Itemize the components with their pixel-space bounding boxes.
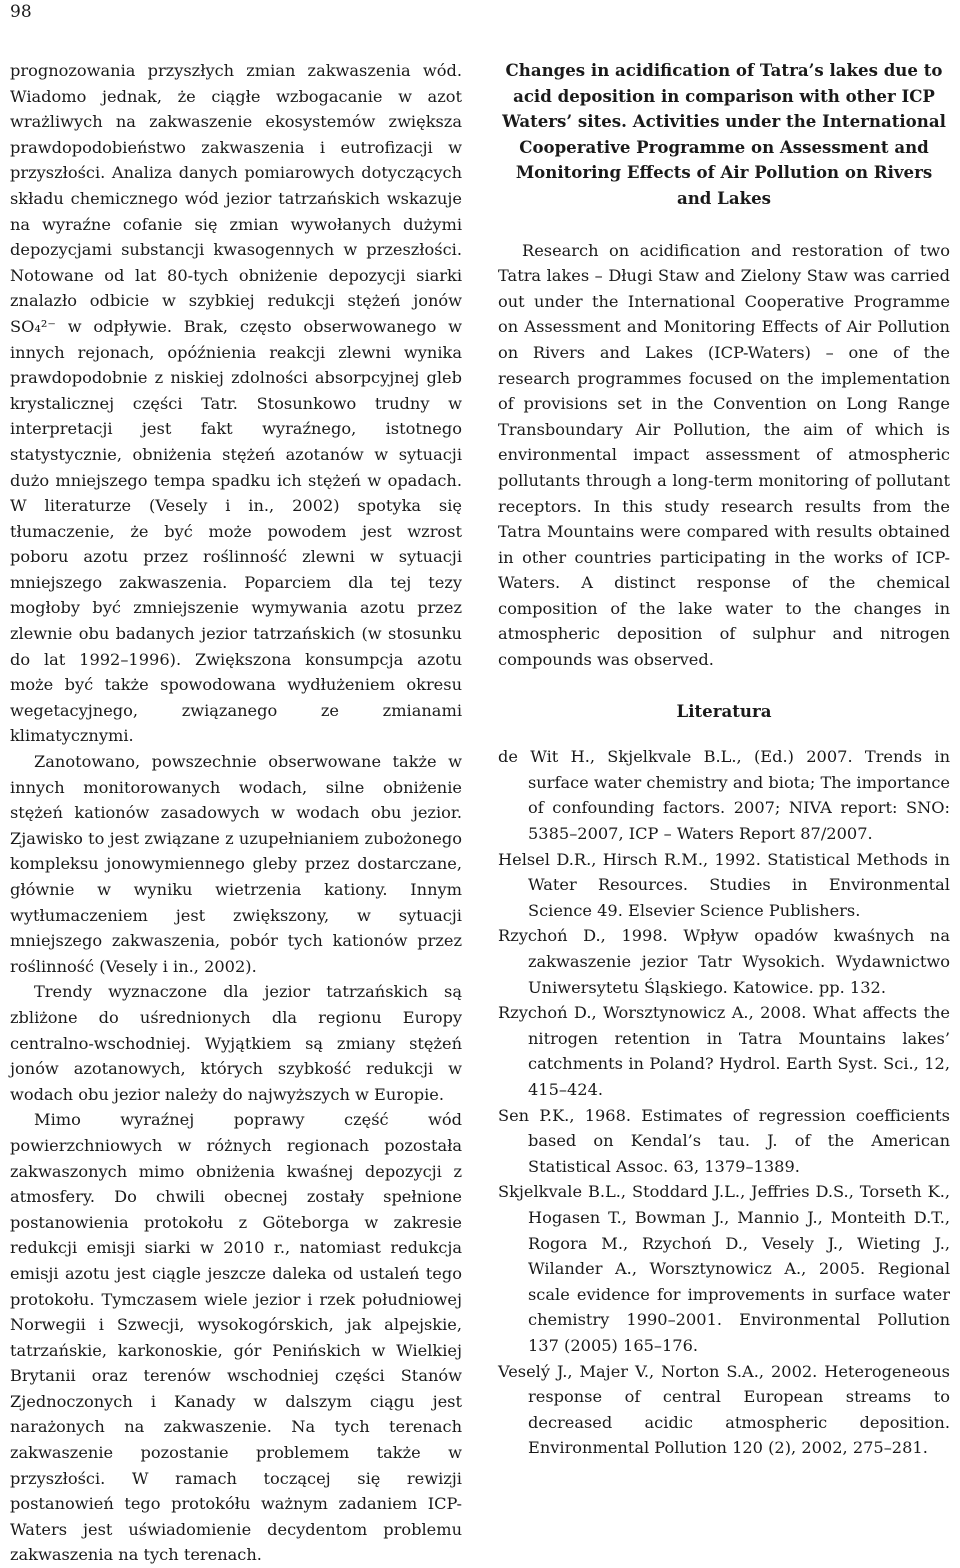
reference-item: Rzychoń D., 1998. Wpływ opadów kwaśnych na zakwaszenie jezior Tatr Wysokich. Wydawnictwo Uniwersytetu Śląskiego. Katowice. pp. 132. <box>498 926 950 997</box>
reference-item: Helsel D.R., Hirsch R.M., 1992. Statistical Methods in Water Resources. Studies in Environmental Science 49. Elsevier Science Publishers. <box>498 849 950 920</box>
english-summary-title: Changes in acidification of Tatra’s lakes due to acid deposition in comparison with other ICP Waters’ sites. Activities under the International Cooperative Programme on Assessment and Monitoring Effects of Air Pollution on Rivers and Lakes <box>502 60 946 208</box>
body-paragraph: Mimo wyraźnej poprawy część wód powierzchniowych w różnych regionach pozostała zakwaszonych mimo obniżenia kwaśnej depozycji z atmosfery. Do chwili obecnej zostały spełnione postanowienia protokołu z Göteborga w zakresie redukcji emisji siarki w 2010 r., natomiast redukcja emisji azotu jest ciągle jeszcze daleka od ustaleń tego protokołu. Tymczasem wiele jezior i rzek południowej Norwegii i Szwecji, wysokogórskich, jak alpejskie, tatrzańskie, karkonoskie, gór Penińskich w Wielkiej Brytanii oraz terenów wschodniej części Stanów Zjednoczonych i Kanady w dalszym ciągu jest narażonych na zakwaszenie. Na tych terenach zakwaszenie pozostanie problemem także w przyszłości. W ramach toczącej się rewizji postanowień tego protokółu ważnym zadaniem ICP-Waters jest uświadomienie decydentom problemu zakwaszenia na tych terenach. <box>10 1110 462 1565</box>
page-number: 98 <box>10 2 32 22</box>
reference-list <box>498 744 950 1461</box>
literature-heading: Literatura <box>676 700 772 721</box>
body-paragraph: Zanotowano, powszechnie obserwowane także w innych monitorowanych wodach, silne obniżenie stężeń kationów zasadowych w wodach obu jezior. Zjawisko to jest związane z uzupełnianiem zubożonego kompleksu jonowymiennego gleby przez dostarczane, głównie w wyniku wietrzenia kationy. Innym wytłumaczeniem jest zwiększony, w sytuacji mniejszego zakwaszenia, pobór tych kationów przez roślinność (Vesely i in., 2002). <box>10 752 462 976</box>
left-column <box>10 58 462 1568</box>
reference-item: Veselý J., Majer V., Norton S.A., 2002. Heterogeneous response of central European streams to decreased acidic atmospheric deposition. Environmental Pollution 120 (2), 2002, 275–281. <box>498 1361 950 1458</box>
reference-item: Sen P.K., 1968. Estimates of regression coefficients based on Kendal’s tau. J. of the American Statistical Assoc. 63, 1379–1389. <box>498 1105 950 1176</box>
reference-item: Skjelkvale B.L., Stoddard J.L., Jeffries D.S., Torseth K., Hogasen T., Bowman J., Mannio J., Monteith D.T., Rogora M., Rzychoń D., Vesely J., Wieting J., Wilander A., Worsztynowicz A., 2005. Regional scale evidence for improvements in surface water chemistry 1990–2001. Environmental Pollution 137 (2005) 165–176. <box>498 1182 950 1355</box>
body-paragraph: Trendy wyznaczone dla jezior tatrzańskich są zbliżone do uśrednionych dla regionu Europy centralno-wschodniej. Wyjątkiem są zmiany stężeń jonów azotanowych, których szybkość redukcji w wodach obu jezior należy do najwyższych w Europie. <box>10 982 462 1104</box>
reference-item: de Wit H., Skjelkvale B.L., (Ed.) 2007. Trends in surface water chemistry and biota; The importance of confounding factors. 2007; NIVA report: SNO: 5385–2007, ICP – Waters Report 87/2007. <box>498 747 950 844</box>
reference-item: Rzychoń D., Worsztynowicz A., 2008. What affects the nitrogen retention in Tatra Mountains lakes’ catchments in Poland? Hydrol. Earth Syst. Sci., 12, 415–424. <box>498 1003 950 1099</box>
right-column <box>498 58 950 1461</box>
body-paragraph: prognozowania przyszłych zmian zakwaszenia wód. Wiadomo jednak, że ciągłe wzbogacanie w azot wrażliwych na zakwaszenie ekosystemów zwiększa prawdopodobieństwo zakwaszenia i eutrofizacji w przyszłości. Analiza danych pomiarowych dotyczących składu chemicznego wód jezior tatrzańskich wskazuje na wyraźne cofanie się zmian wywołanych dużymi depozycjami substancji kwasogennych w przeszłości. Notowane od lat 80-tych obniżenie depozycji siarki znalazło odbicie w szybkiej redukcji stężeń jonów SO₄²⁻ w odpływie. Brak, często obserwowanego w innych rejonach, opóźnienia reakcji zlewni wynika prawdopodobnie z niskiej zdolności absorpcyjnej gleb krystalicznej części Tatr. Stosunkowo trudny w interpretacji jest fakt wyraźnego, istotnego statystycznie, obniżenia stężeń azotanów w sytuacji dużo mniejszego tempa spadku ich stężeń w opadach. W literaturze (Vesely i in., 2002) spotyka się tłumaczenie, że być może powodem jest wzrost poboru azotu przez roślinność zlewni w sytuacji mniejszego zakwaszenia. Poparciem dla tej tezy mogłoby być zmniejszenie wymywania azotu przez zlewnie obu badanych jezior tatrzańskich (w stosunku do lat 1992–1996). Zwiększona konsumpcja azotu może być także spowodowana wydłużeniem okresu wegetacyjnego, związanego ze zmianami klimatycznymi. <box>10 61 462 746</box>
english-abstract: Research on acidification and restoration of two Tatra lakes – Długi Staw and Zielony Staw was carried out under the International Cooperative Programme on Assessment and Monitoring Effects of Air Pollution on Rivers and Lakes (ICP-Waters) – one of the research programmes focused on the implementation of provisions set in the Convention on Long Range Transboundary Air Pollution, the aim of which is environmental impact assessment of atmospheric pollutants through a long-term monitoring of pollutant receptors. In this study research results from the Tatra Mountains were compared with results obtained in other countries participating in the works of ICP-Waters. A distinct response of the chemical composition of the lake water to the changes in atmospheric deposition of sulphur and nitrogen compounds was observed. <box>498 240 950 670</box>
